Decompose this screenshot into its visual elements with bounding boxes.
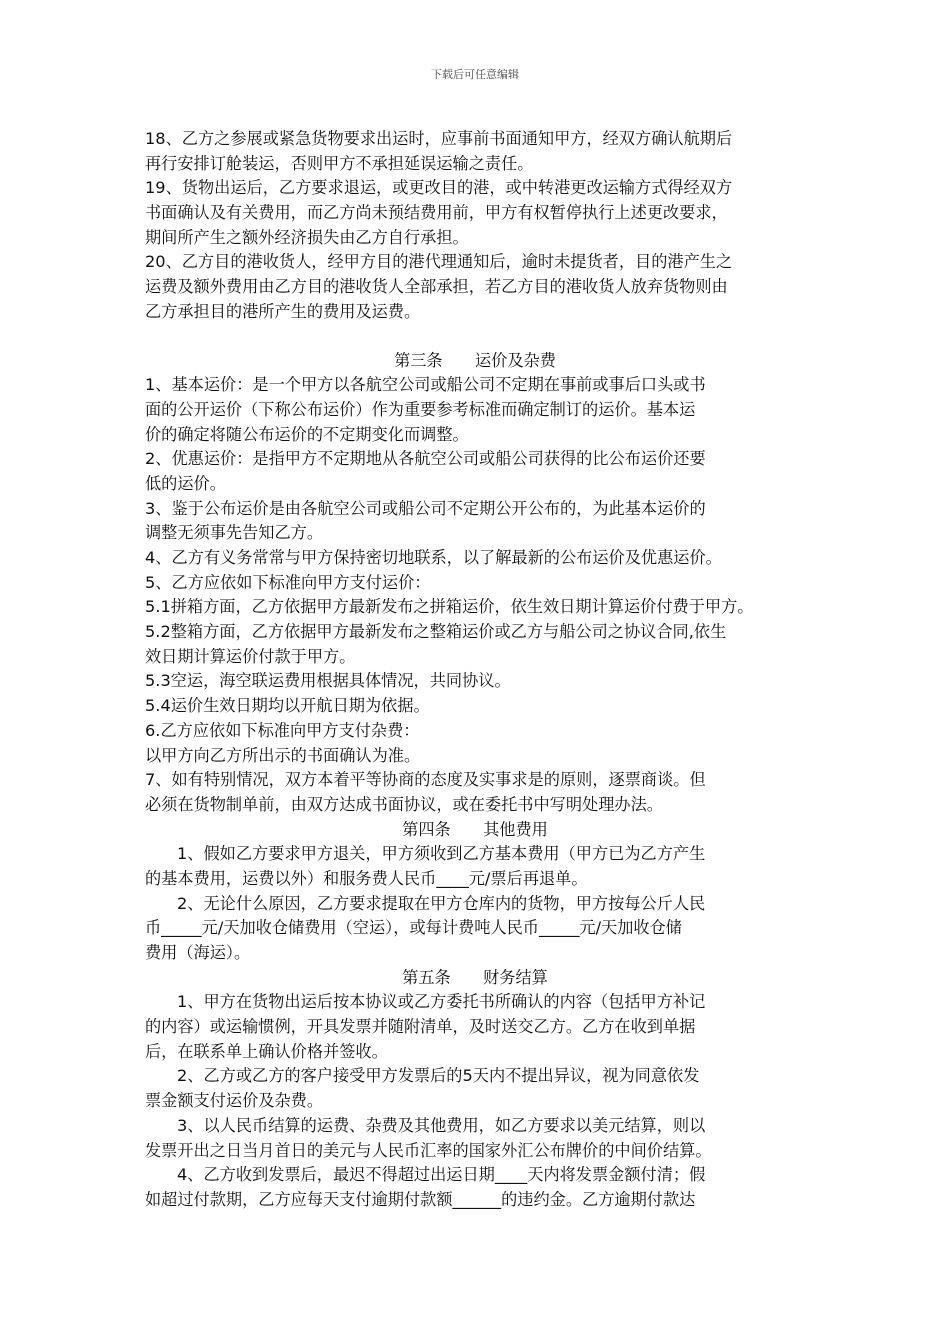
text-line: 发票开出之日当月首日的美元与人民币汇率的国家外汇公布牌价的中间价结算。 [145, 1140, 712, 1160]
text-line: 再行安排订舱装运，否则甲方不承担延误运输之责任。 [145, 153, 534, 173]
text-line: 乙方承担目的港所产生的费用及运费。 [145, 301, 421, 321]
text-line: 费用（海运）。 [145, 943, 251, 962]
text-line: 面的公开运价（下称公布运价）作为重要参考标准而确定制订的运价。基本运 [145, 399, 696, 419]
document-body [145, 127, 865, 1213]
text-line: 必须在货物制单前，由双方达成书面协议，或在委托书中写明处理办法。 [145, 794, 663, 814]
text-line: 书面确认及有关费用，而乙方尚未预结费用前，甲方有权暂停执行上述更改要求， [145, 203, 728, 223]
text-line: 2、乙方或乙方的客户接受甲方发票后的5天内不提出异议，视为同意依发 [177, 1066, 700, 1086]
text-line: 4、乙方收到发票后，最迟不得超过出运日期____天内将发票金额付清；假 [177, 1165, 706, 1185]
text-line: 7、如有特别情况，双方本着平等协商的态度及实事求是的原则，逐票商谈。但 [145, 770, 706, 790]
text-line: 19、货物出运后，乙方要求退运，或更改目的港，或中转港更改运输方式得经双方 [145, 178, 733, 198]
text-line: 价的确定将随公布运价的不定期变化而调整。 [145, 424, 469, 444]
text-line: 5、乙方应依如下标准向甲方支付运价： [145, 572, 431, 592]
text-line: 如超过付款期，乙方应每天支付逾期付款额______的违约金。乙方逾期付款达 [145, 1189, 696, 1209]
text-line: 3、鉴于公布运价是由各航空公司或船公司不定期公开公布的，为此基本运价的 [145, 498, 706, 518]
text-line: 2、无论什么原因，乙方要求提取在甲方仓库内的货物，甲方按每公斤人民 [177, 893, 706, 913]
text-line: 调整无须事先告知乙方。 [145, 523, 324, 543]
text-line: 3、以人民币结算的运费、杂费及其他费用，如乙方要求以美元结算，则以 [177, 1115, 706, 1135]
text-line: 1、基本运价：是一个甲方以各航空公司或船公司不定期在事前或事后口头或书 [145, 375, 706, 395]
text-line: 2、优惠运价：是指甲方不定期地从各航空公司或船公司获得的比公布运价还要 [145, 449, 706, 469]
section-heading-5: 第五条 财务结算 [402, 967, 548, 987]
text-line: 5.2整箱方面，乙方依据甲方最新发布之整箱运价或乙方与船公司之协议合同,依生 [145, 622, 727, 642]
text-line: 5.3空运，海空联运费用根据具体情况，共同协议。 [145, 671, 511, 691]
text-line: 的基本费用，运费以外）和服务费人民币____元/票后再退单。 [145, 868, 588, 888]
page-header: 下载后可任意编辑 [431, 68, 519, 81]
text-line: 币_____元/天加收仓储费用（空运），或每计费吨人民币_____元/天加收仓储 [145, 918, 682, 938]
text-line: 票金额支付运价及杂费。 [145, 1091, 324, 1111]
text-line: 5.1拼箱方面，乙方依据甲方最新发布之拼箱运价，依生效日期计算运价付费于甲方。 [145, 597, 754, 617]
text-line: 运费及额外费用由乙方目的港收货人全部承担，若乙方目的港收货人放弃货物则由 [145, 277, 728, 297]
text-line: 1、甲方在货物出运后按本协议或乙方委托书所确认的内容（包括甲方补记 [177, 992, 706, 1012]
paragraph-gap [145, 325, 865, 349]
text-line: 18、乙方之参展或紧急货物要求出运时，应事前书面通知甲方，经双方确认航期后 [145, 129, 733, 148]
section-heading-4: 第四条 其他费用 [402, 819, 548, 839]
text-line: 4、乙方有义务常常与甲方保持密切地联系，以了解最新的公布运价及优惠运价。 [145, 548, 722, 567]
text-line: 以甲方向乙方所出示的书面确认为准。 [145, 745, 421, 765]
text-line: 后，在联系单上确认价格并签收。 [145, 1041, 388, 1061]
text-line: 6.乙方应依如下标准向甲方支付杂费： [145, 720, 420, 740]
text-line: 低的运价。 [145, 473, 226, 493]
text-line: 5.4运价生效日期均以开航日期为依据。 [145, 696, 430, 716]
text-line: 20、乙方目的港收货人，经甲方目的港代理通知后，逾时未提货者，目的港产生之 [145, 252, 733, 272]
text-line: 效日期计算运价付款于甲方。 [145, 646, 356, 666]
text-line: 期间所产生之额外经济损失由乙方自行承担。 [145, 227, 469, 247]
section-heading-3: 第三条 运价及杂费 [394, 350, 556, 370]
text-line: 1、假如乙方要求甲方退关，甲方须收到乙方基本费用（甲方已为乙方产生 [177, 844, 706, 864]
text-line: 的内容）或运输惯例，开具发票并随附清单，及时送交乙方。乙方在收到单据 [145, 1017, 696, 1037]
